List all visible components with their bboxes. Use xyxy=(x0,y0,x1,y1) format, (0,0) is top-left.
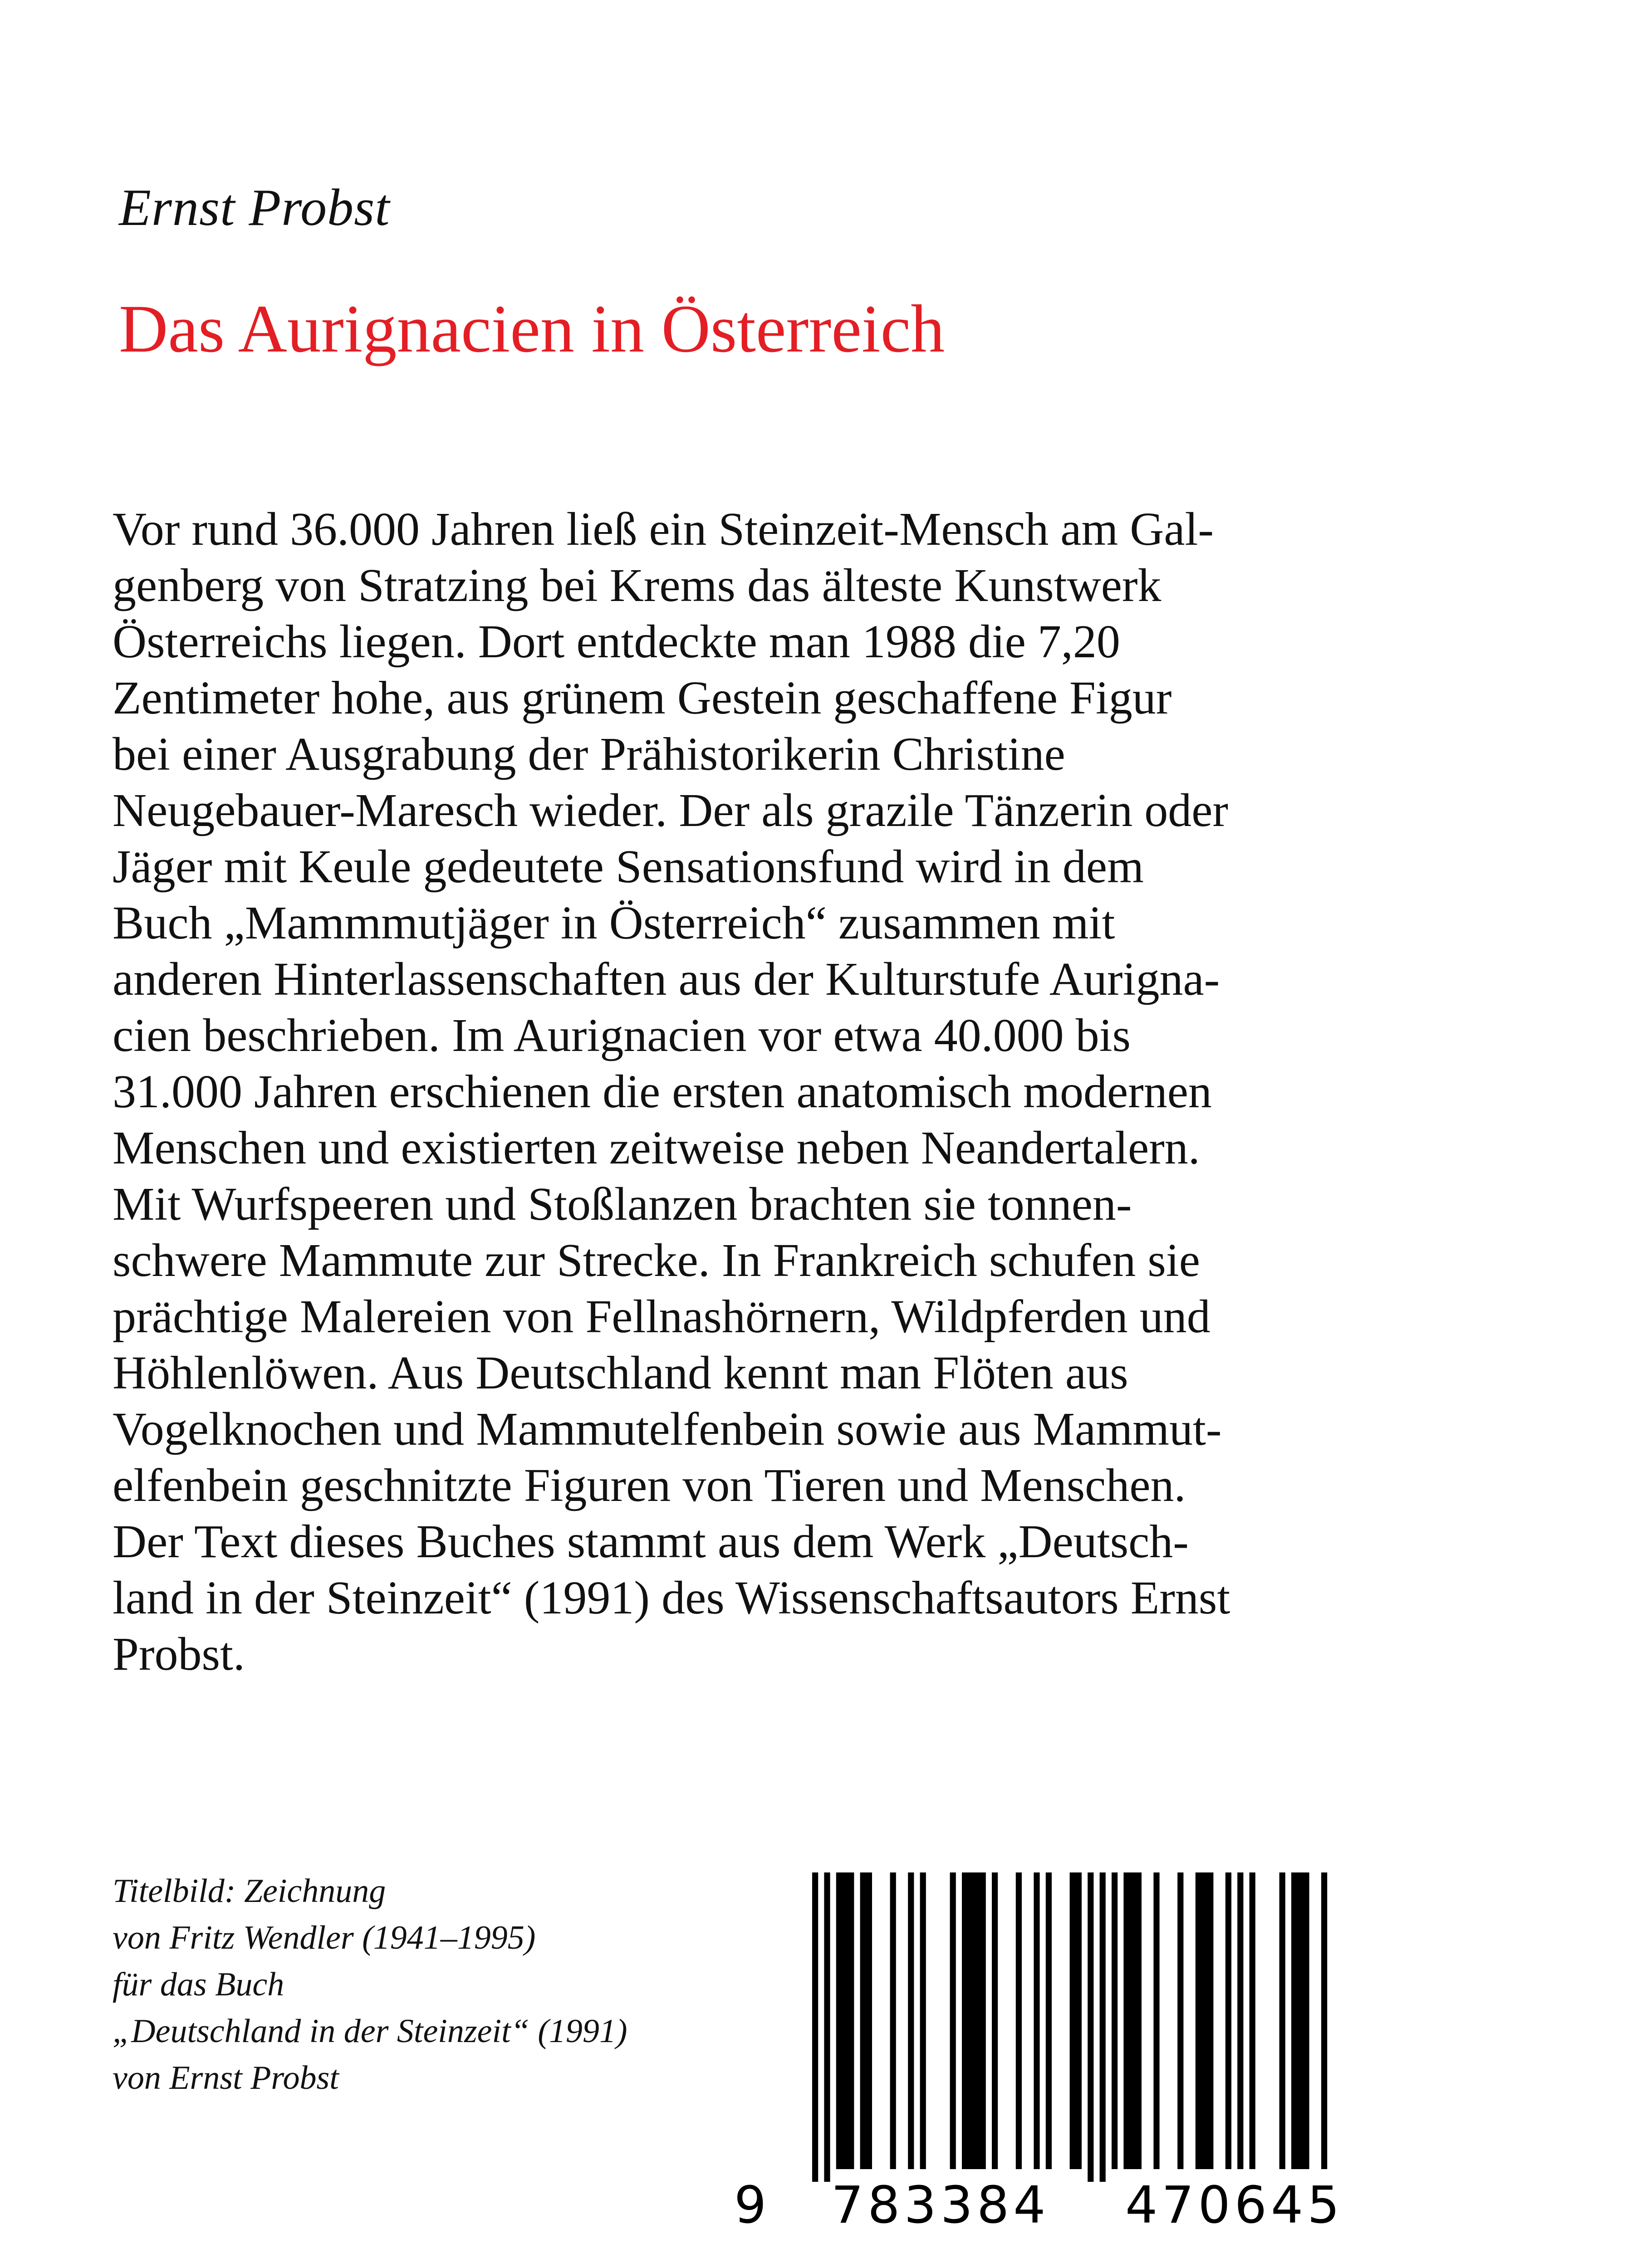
barcode-bar xyxy=(860,1872,872,2169)
blurb-line: 31.000 Jahren erschienen die ersten anatomisch modernen xyxy=(113,1066,1212,1118)
blurb-line: elfenbein geschnitzte Figuren von Tieren und Menschen. xyxy=(113,1459,1186,1511)
barcode-right-digits: 470645 xyxy=(1125,2176,1344,2235)
isbn-barcode xyxy=(726,1864,1344,2236)
credit-line: Titelbild: Zeichnung xyxy=(113,1872,386,1910)
barcode-bar xyxy=(1016,1872,1022,2169)
barcode-left-digits: 783384 xyxy=(831,2176,1050,2235)
blurb-line: Buch „Mammmutjäger in Österreich“ zusammen mit xyxy=(113,897,1115,949)
barcode-bar xyxy=(992,1872,998,2169)
blurb-line: Vor rund 36.000 Jahren ließ ein Steinzeit-Mensch am Gal- xyxy=(113,503,1214,555)
barcode-bar xyxy=(890,1872,896,2169)
blurb-line: bei einer Ausgrabung der Prähistorikerin Christine xyxy=(113,728,1065,780)
barcode-bar xyxy=(1279,1872,1285,2169)
blurb-line: genberg von Stratzing bei Krems das älteste Kunstwerk xyxy=(113,559,1162,611)
barcode-bar xyxy=(1237,1872,1243,2169)
barcode-bar xyxy=(920,1872,926,2169)
blurb-line: Höhlenlöwen. Aus Deutschland kennt man Flöten aus xyxy=(113,1347,1128,1399)
barcode-guard-bar xyxy=(1100,1872,1106,2182)
barcode-bar xyxy=(908,1872,914,2169)
barcode-bar xyxy=(1291,1872,1309,2169)
barcode-first-digit: 9 xyxy=(734,2176,771,2235)
blurb-line: prächtige Malereien von Fellnashörnern, Wildpferden und xyxy=(113,1290,1211,1343)
barcode-guard-bar xyxy=(812,1872,818,2182)
blurb-line: land in der Steinzeit“ (1991) des Wissenschaftsautors Ernst xyxy=(113,1572,1230,1624)
credit-line: von Fritz Wendler (1941–1995) xyxy=(113,1919,536,1956)
credit-line: für das Buch xyxy=(113,1966,284,2003)
author-name: Ernst Probst xyxy=(119,179,390,237)
barcode-bar xyxy=(1112,1872,1118,2169)
credit-line: „Deutschland in der Steinzeit“ (1991) xyxy=(113,2013,627,2050)
cover-image-credit xyxy=(113,1868,627,2102)
blurb-line: Jäger mit Keule gedeutete Sensationsfund wird in dem xyxy=(113,841,1144,893)
barcode-guard-bar xyxy=(1088,1872,1093,2182)
blurb-line: Österreichs liegen. Dort entdeckte man 1988 die 7,20 xyxy=(113,616,1120,668)
barcode-bar xyxy=(1225,1872,1231,2169)
blurb-line: anderen Hinterlassenschaften aus der Kulturstufe Aurigna- xyxy=(113,953,1220,1005)
blurb-line: Neugebauer-Maresch wieder. Der als grazile Tänzerin oder xyxy=(113,784,1228,836)
barcode-bar xyxy=(1177,1872,1183,2169)
barcode-bar xyxy=(1123,1872,1142,2169)
blurb-line: Zentimeter hohe, aus grünem Gestein geschaffene Figur xyxy=(113,672,1172,724)
barcode-bar xyxy=(1250,1872,1255,2169)
barcode-bars xyxy=(726,1864,1334,2182)
barcode-bar xyxy=(836,1872,854,2169)
barcode-bar xyxy=(1153,1872,1159,2169)
blurb-text xyxy=(113,501,1519,1682)
blurb-line: Menschen und existierten zeitweise neben Neandertalern. xyxy=(113,1122,1200,1174)
barcode-bar xyxy=(1046,1872,1052,2169)
barcode-bar xyxy=(950,1872,956,2169)
barcode-bar xyxy=(1321,1872,1327,2169)
blurb-line: Probst. xyxy=(113,1628,245,1680)
barcode-bar xyxy=(962,1872,986,2169)
barcode-guard-bar xyxy=(824,1872,830,2182)
barcode-bar xyxy=(1034,1872,1039,2169)
blurb-line: schwere Mammute zur Strecke. In Frankreich schufen sie xyxy=(113,1234,1200,1286)
blurb-line: Mit Wurfspeeren und Stoßlanzen brachten sie tonnen- xyxy=(113,1178,1132,1230)
blurb-line: Vogelknochen und Mammutelfenbein sowie aus Mammut- xyxy=(113,1403,1222,1455)
blurb-line: cien beschrieben. Im Aurignacien vor etwa 40.000 bis xyxy=(113,1009,1131,1061)
book-title: Das Aurignacien in Österreich xyxy=(119,291,945,367)
credit-line: von Ernst Probst xyxy=(113,2059,339,2097)
barcode-bar xyxy=(1196,1872,1214,2169)
barcode-bar xyxy=(1070,1872,1082,2169)
blurb-line: Der Text dieses Buches stammt aus dem Werk „Deutsch- xyxy=(113,1515,1189,1568)
